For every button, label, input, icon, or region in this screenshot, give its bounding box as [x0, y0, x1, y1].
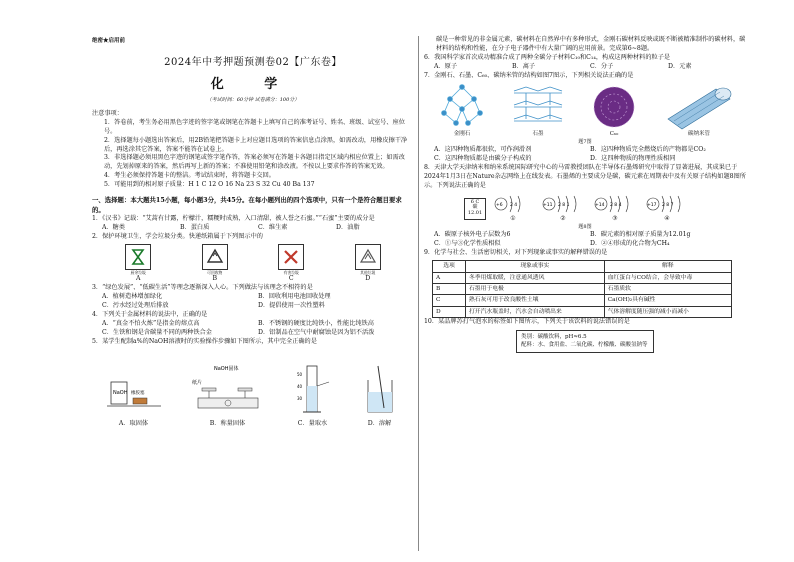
atom-diagram: +17 2 8 7 ④: [644, 193, 690, 224]
option[interactable]: C．生铁和钢是含碳量不同的两种铁合金: [102, 329, 212, 337]
atom-shell-icon: [592, 193, 638, 215]
question-7-options: [424, 146, 746, 164]
table-cell: 熟石灰可用于改良酸性土壤: [466, 295, 605, 306]
beaker-diagram: [360, 362, 400, 420]
label-line: 配料：水、食用盐、二氧化碳、柠檬酸、碳酸氢钠等: [521, 342, 648, 349]
atom-shell-icon: [492, 193, 534, 215]
graphite-icon: [510, 83, 566, 131]
periodic-cell: 6 C 碳 12.01: [464, 198, 486, 220]
naoh-solid-label: NaOH固体: [213, 366, 238, 373]
svg-text:+11: +11: [543, 203, 553, 209]
diamond-structure: [434, 83, 490, 139]
right-column: [424, 36, 746, 353]
svg-text:40: 40: [296, 384, 302, 390]
table-header-row: [433, 261, 732, 272]
notice-item: 2．选择题每小题选出答案后，用2B铅笔把答题卡上对应题目选项的答案信息点涂黑，如需改动，用橡皮擦干净后，再选涂其它答案，答案不能答在试卷上。: [104, 136, 408, 153]
option[interactable]: D．提倡使用一次性塑料: [258, 302, 325, 310]
icon-label: A: [136, 275, 141, 283]
carbon-structures: [424, 83, 746, 139]
question-1-stem: 1．《汉书》记载：“艾蒿有甘露，柠檬汁，糯粳时成熟，入口清甜，被人誉之石蜜。”“石蜜”主要的成分是: [92, 214, 375, 222]
figure-caption: 题7图: [578, 138, 592, 145]
c60-structure: [586, 83, 642, 139]
question-5-stem: 5．某学生配制a%的NaOH溶液时的实验操作步骤如下图所示，其中完全正确的是: [92, 338, 317, 346]
question-9-table: [432, 260, 732, 318]
question-9-stem: 9．化学与社会、生活密切相关，对下列现象或事实的解释错误的是: [424, 249, 608, 257]
column-divider: [418, 36, 419, 551]
table-cell: B: [433, 284, 466, 295]
option[interactable]: D．元素: [668, 62, 692, 70]
svg-text:30: 30: [296, 396, 302, 402]
exam-title: 2024年中考押题预测卷02【广东卷】: [164, 56, 342, 68]
question-4-stem: 4．下列关于金属材料的说法中，正确的是: [92, 311, 208, 319]
option[interactable]: B．碳元素的相对原子质量为12.01g: [590, 231, 691, 239]
question-6-options: [424, 63, 746, 72]
question-4-options: [92, 320, 414, 338]
option[interactable]: C．污水经过处理后排放: [102, 302, 169, 310]
question-7-stem: 7．金刚石、石墨、C₆₀、碳纳米管的结构如图7图示，下列相关说法正确的是: [424, 71, 634, 79]
section-title: 一、选择题：本大题共15小题，每小题3分，共45分。在每小题列出的四个选项中，只有一个是符合题目要求的。: [92, 196, 402, 214]
option[interactable]: B．蛋白质: [180, 223, 210, 231]
stopper-label: 橡胶塞: [130, 391, 144, 397]
option[interactable]: B．回收利用电池回收处理: [258, 293, 331, 301]
structure-label: 石墨: [532, 130, 544, 137]
recycle-icons: [92, 244, 414, 284]
atom-shell-icon: [540, 193, 586, 215]
product-label: [516, 330, 654, 353]
nanotube-structure: [662, 83, 736, 139]
svg-text:+17: +17: [647, 203, 657, 209]
notice-item: 3．非选择题必须用黑色字迹的钢笔或签字笔作答，答案必须写在答题卡各题目指定区域内相应位置上；如需改动，先划掉原来的答案，然后再写上新的答案；不准使用铅笔和涂改液。不按以上要求作答的答案无效。: [104, 154, 405, 171]
option[interactable]: B．称量固体: [209, 420, 246, 428]
question-3-options: [92, 293, 414, 311]
question-6-stem: 6．我国科学家首次成功精准合成了两种全碳分子材料C₁₀和C₁₄，构成这两种材料的粒子是: [424, 53, 671, 61]
table-row[interactable]: [433, 272, 732, 283]
subject-title: 化 学: [210, 77, 296, 93]
question-3-stem: 3．“绿色发展”、“低碳生活”等理念逐渐深入人心。下列做法与该理念不相符的是: [92, 284, 313, 292]
option[interactable]: D．这四种物质的物理性质相同: [590, 155, 676, 163]
svg-text:2 8 7: 2 8 7: [662, 203, 674, 209]
option[interactable]: C．维生素: [258, 223, 288, 231]
option[interactable]: C．①与③化学性质相似: [434, 240, 501, 248]
nanotube-icon: [662, 83, 736, 131]
recyclable-icon: [202, 244, 228, 270]
option[interactable]: C．这四种物质都是由碳分子构成的: [434, 155, 532, 163]
option[interactable]: A．碳原子核外电子层数为6: [434, 231, 511, 239]
lab-measure-water: [295, 362, 331, 429]
question-2-stem: 2．保护环境卫生，学会垃圾分类。快递纸箱属于下列图示中的: [92, 232, 263, 240]
option[interactable]: C．分子: [590, 62, 614, 70]
table-row[interactable]: [433, 284, 732, 295]
atom-shell-icon: [644, 193, 690, 215]
option[interactable]: D．油脂: [336, 223, 360, 231]
icon-label: D: [365, 275, 371, 283]
table-cell: 石墨质软: [604, 284, 731, 295]
option[interactable]: A．“真金不怕火炼”是指金的熔点高: [102, 320, 200, 328]
hazardous-waste-icon: [278, 244, 304, 270]
take-solid-diagram: [107, 362, 161, 420]
paper-label: 纸片: [191, 380, 202, 387]
option[interactable]: A．原子: [434, 62, 458, 70]
other-waste-icon: [355, 244, 381, 270]
option[interactable]: C．量取水: [297, 420, 328, 428]
table-cell: 气体溶解度随压强的减小而减小: [604, 306, 731, 317]
lab-weigh-solid: [190, 362, 266, 429]
table-header: 现象或事实: [466, 261, 605, 272]
lab-figures: [92, 349, 414, 429]
table-cell: 打开汽水瓶盖时，汽水会自动喷出来: [466, 306, 605, 317]
table-row[interactable]: [433, 306, 732, 317]
option[interactable]: D．②④形成的化合物为CH₄: [590, 240, 670, 248]
svg-text:2 8 1: 2 8 1: [558, 203, 570, 209]
figure-caption: 题8图: [578, 224, 592, 231]
diamond-icon: [434, 83, 490, 131]
option[interactable]: A．植树造林增加绿化: [102, 293, 163, 301]
reading-intro: 碳是一种常见的非金属元素，碳材料在自然界中有多种形式，金刚石碳材料反映或既不断被精准制作的碳材料，碳材料的结构和性能，在分子电子器件中有大量广阔的应用前景。完成第6~8题。: [436, 36, 746, 52]
table-cell: 石墨用于电极: [466, 284, 605, 295]
cylinder-diagram: [295, 362, 331, 420]
notice-item: 5．可能用到的相对原子质量：H 1 C 12 O 16 Na 23 S 32 Cu 40 Ba 137: [104, 181, 315, 189]
atom-diagram: +14 2 8 4 ③: [592, 193, 638, 224]
table-header: 选项: [433, 261, 466, 272]
icon-caption: 厨余垃圾: [130, 269, 146, 275]
option[interactable]: D．溶解: [367, 420, 392, 428]
left-column: [92, 36, 414, 429]
lab-dissolve: [360, 362, 400, 429]
kitchen-waste-icon: [125, 244, 151, 270]
notice-item: 4．考生必须保持答题卡的整洁。考试结束时，将答题卡交回。: [104, 172, 275, 180]
structure-label: 金刚石: [453, 130, 471, 137]
question-10-stem: 10．某品牌苏打气泡水的标签如下图所示，下列关于该饮料的说法错误的是: [424, 318, 630, 326]
question-8-stem: 8．天津大学天津纳米和纳米系统国际研究中心的马雷教授团队在半导体石墨烯研究中取得了显著进展，其成果已于2024年1月3日在Nature杂志网络上在线发表。石墨烯的主要成分是碳，碳元素在周期表中及有关原子结构如题8图所示。下列说法正确的是: [424, 164, 746, 190]
notice-item: 1．答卷前，考生务必用黑色字迹的签字笔或钢笔在答题卡上填写自己的准考证号、姓名、班级、试室号、座位号。: [104, 118, 405, 135]
table-cell: Ca(OH)₂具有碱性: [604, 295, 731, 306]
notice-title: 注意事项：: [92, 109, 123, 117]
naoh-bottle-label: NaOH: [112, 390, 127, 397]
structure-label: C₆₀: [609, 130, 619, 137]
table-cell: 血红蛋白与CO结合，会导致中毒: [604, 272, 731, 283]
balance-diagram: [190, 362, 266, 420]
svg-text:+14: +14: [595, 203, 605, 209]
icon-caption: 有害垃圾: [283, 269, 299, 275]
svg-text:50: 50: [296, 372, 302, 378]
table-cell: D: [433, 306, 466, 317]
structure-label: 碳纳米管: [687, 130, 710, 137]
svg-text:2 8 4: 2 8 4: [610, 203, 622, 209]
option[interactable]: B．离子: [512, 62, 536, 70]
graphite-structure: [510, 83, 566, 139]
exam-info: （考试时间：60分钟 试卷满分：100分）: [206, 97, 300, 104]
icon-label: C: [288, 275, 294, 283]
option[interactable]: D．铝制品在空气中耐腐蚀是因为铝不活泼: [258, 329, 375, 337]
option[interactable]: B．这四种物质完全燃烧后的产物都是CO₂: [590, 146, 706, 154]
question-1-options: [92, 224, 414, 233]
label-line: 类别：碳酸饮料，pH≈6.5: [521, 334, 587, 341]
icon-caption: 其他垃圾: [360, 269, 376, 275]
table-cell: 冬季用煤取暖，注意通风透风: [466, 272, 605, 283]
option[interactable]: A．这四种物质都很软，可作润滑剂: [434, 146, 532, 154]
table-header: 解释: [604, 261, 731, 272]
svg-text:2 4: 2 4: [510, 203, 518, 209]
question-8-options: [424, 231, 746, 249]
lab-take-solid: [107, 362, 161, 429]
option[interactable]: B．不锈钢的硬度比纯铁小，性能比纯铁高: [258, 320, 374, 328]
table-row[interactable]: [433, 295, 732, 306]
svg-text:+6: +6: [496, 203, 503, 209]
c60-icon: [586, 83, 642, 131]
icon-label: B: [212, 275, 218, 283]
table-cell: C: [433, 295, 466, 306]
table-cell: A: [433, 272, 466, 283]
atom-structures: [424, 193, 746, 224]
atom-diagram: +11 2 8 1 ②: [540, 193, 586, 224]
option[interactable]: A．糖类: [102, 223, 126, 231]
atom-diagram: +6 2 4 ①: [492, 193, 534, 224]
option[interactable]: A．取固体: [118, 420, 149, 428]
secret-mark: 绝密★启用前: [92, 38, 126, 44]
icon-caption: 可回收物: [207, 269, 223, 275]
